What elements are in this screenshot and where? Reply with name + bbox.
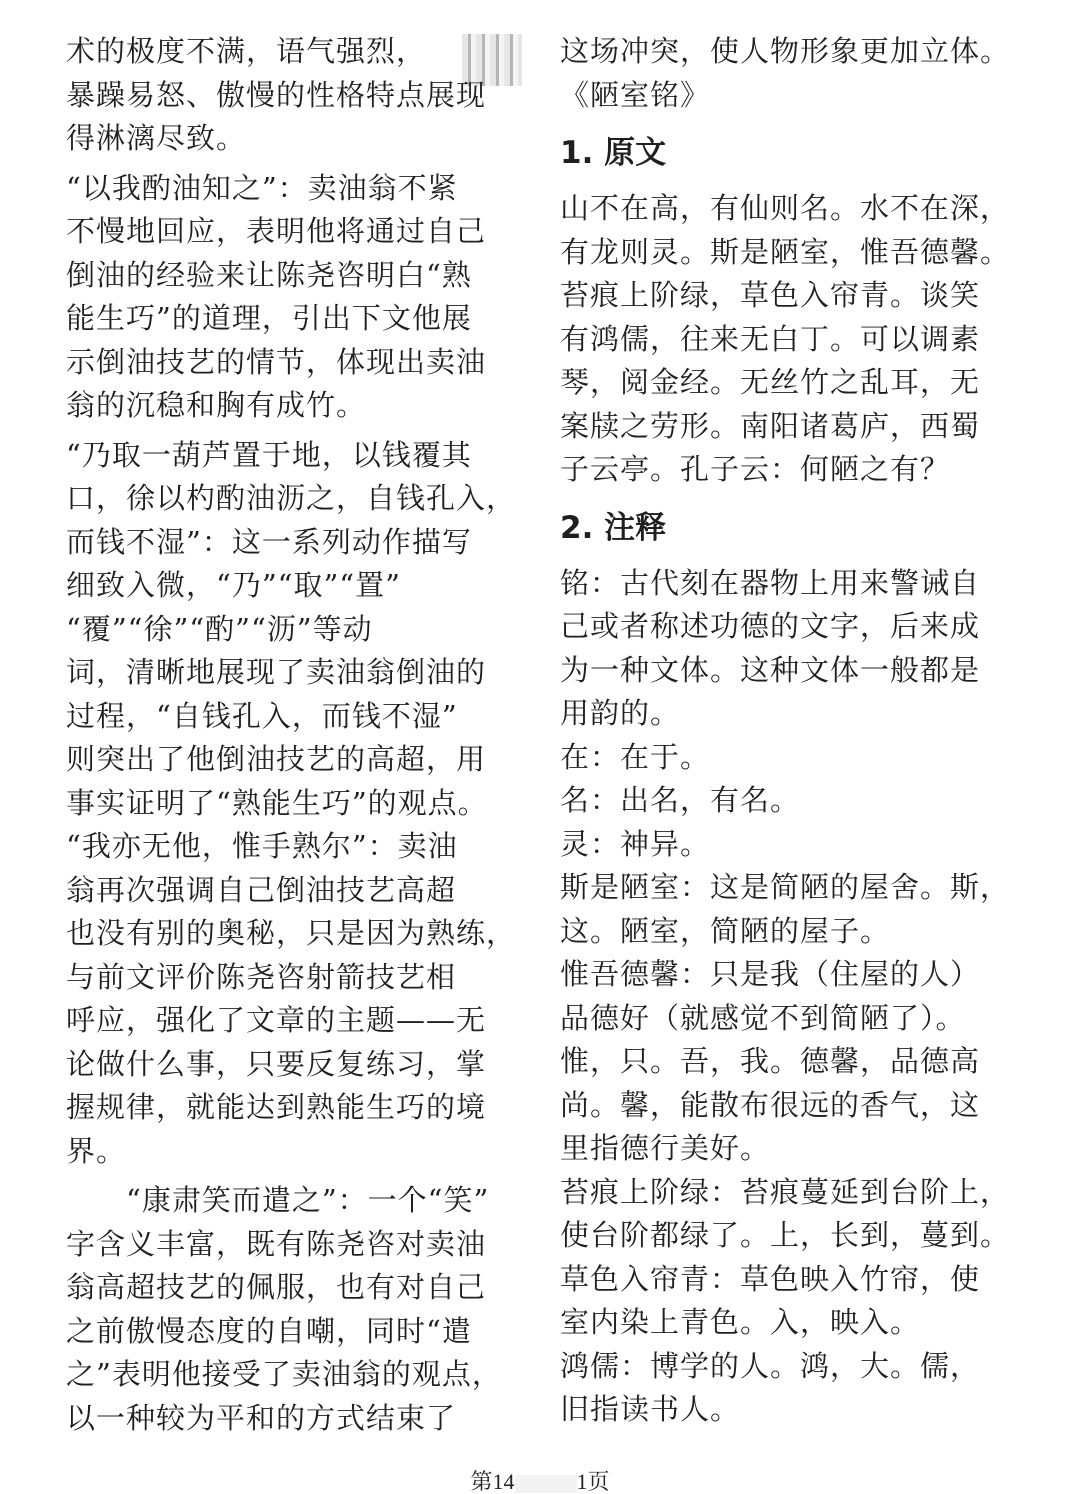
text-line: 有龙则灵。斯是陋室，惟吾德馨。 — [560, 234, 1011, 269]
text-line: 而钱不湿”：这一系列动作描写 — [66, 524, 472, 559]
text-line: 论做什么事，只要反复练习，掌 — [66, 1046, 487, 1081]
text-line: 苔痕上阶绿：苔痕蔓延到台阶上， — [560, 1174, 1011, 1209]
text-line: 琴，阅金经。无丝竹之乱耳，无 — [560, 365, 981, 399]
text-line: 口，徐以杓酌油沥之，自钱孔入， — [66, 481, 517, 515]
text-line: “乃取一葫芦置于地，以钱覆其 — [66, 437, 472, 472]
text-line: 能生巧”的道理，引出下文他展 — [66, 301, 472, 335]
text-line: 用韵的。 — [560, 696, 681, 730]
text-line: 旧指读书人。 — [560, 1392, 741, 1426]
text-line: 惟，只。吾，我。德馨，品德高 — [560, 1044, 981, 1078]
text-line: 界。 — [66, 1133, 127, 1168]
text-line: 词，清晰地展现了卖油翁倒油的 — [66, 655, 487, 689]
text-line: 事实证明了“熟能生巧”的观点。 — [66, 785, 488, 820]
left-column — [66, 30, 536, 1440]
text-line: 之”表明他接受了卖油翁的观点， — [66, 1357, 502, 1391]
notes-text — [560, 562, 1040, 1432]
text-line: 铭：古代刻在器物上用来警诫自 — [560, 565, 981, 600]
text-line: 为一种文体。这种文体一般都是 — [560, 652, 981, 687]
text-line: “覆”“徐”“酌”“沥”等动 — [66, 611, 373, 646]
text-line: 在：在于。 — [560, 739, 711, 774]
text-line: 以一种较为平和的方式结束了 — [66, 1400, 457, 1435]
right-column — [560, 30, 1040, 1432]
text-line: 己或者称述功德的文字，后来成 — [560, 609, 981, 643]
text-line: 名：出名，有名。 — [560, 783, 801, 817]
text-line: 不慢地回应，表明他将通过自己 — [66, 214, 487, 248]
text-line: 山不在高，有仙则名。水不在深， — [560, 191, 1011, 225]
poem-title: 《陋室铭》 — [560, 77, 711, 112]
text-line: 呼应，强化了文章的主题——无 — [66, 1003, 487, 1037]
text-line: 尚。馨，能散布很远的香气，这 — [560, 1087, 981, 1122]
text-line: 鸿儒：博学的人。鸿，大。儒， — [560, 1348, 981, 1383]
text-line: 之前傲慢态度的自嘲，同时“遣 — [66, 1313, 472, 1348]
text-line: 过程，“自钱孔入，而钱不湿” — [66, 698, 458, 733]
text-line: 这场冲突，使人物形象更加立体。 — [560, 34, 1011, 68]
text-line: 有鸿儒，往来无白丁。可以调素 — [560, 321, 981, 356]
original-text — [560, 187, 1040, 492]
page-number-prefix: 第14 — [470, 1469, 515, 1494]
text-line: “我亦无他，惟手熟尔”：卖油 — [66, 829, 458, 863]
text-line: “以我酌油知之”：卖油翁不紧 — [66, 170, 458, 205]
text-line: 示倒油技艺的情节，体现出卖油 — [66, 344, 487, 379]
page-number-suffix: 1页 — [576, 1469, 610, 1494]
text-line: 这。陋室，简陋的屋子。 — [560, 913, 891, 948]
text-line: “康肃笑而遣之”：一个“笑” — [66, 1183, 490, 1217]
redacted-page-count — [515, 1475, 577, 1493]
section-heading-original: 1. 原文 — [560, 135, 667, 171]
text-line: 暴躁易怒、傲慢的性格特点展现 — [66, 77, 487, 112]
text-line: 翁的沉稳和胸有成竹。 — [66, 388, 367, 422]
text-line: 倒油的经验来让陈尧咨明白“熟 — [66, 257, 472, 292]
text-line: 与前文评价陈尧咨射箭技艺相 — [66, 959, 457, 994]
text-line: 灵：神异。 — [560, 826, 711, 861]
text-line: 惟吾德馨：只是我（住屋的人） — [560, 957, 981, 991]
text-line: 则突出了他倒油技艺的高超，用 — [66, 742, 487, 776]
text-line: 细致入微，“乃”“取”“置” — [66, 568, 401, 602]
text-line: 苔痕上阶绿，草色入帘青。谈笑 — [560, 278, 981, 312]
text-line: 案牍之劳形。南阳诸葛庐，西蜀 — [560, 408, 981, 443]
text-line: 里指德行美好。 — [560, 1131, 771, 1165]
text-line: 使台阶都绿了。上，长到，蔓到。 — [560, 1218, 1011, 1252]
text-line: 字含义丰富，既有陈尧咨对卖油 — [66, 1226, 487, 1261]
text-line: 握规律，就能达到熟能生巧的境 — [66, 1090, 487, 1124]
left-text — [66, 30, 536, 1440]
page-number — [0, 1470, 1080, 1494]
text-line: 术的极度不满，语气强烈， — [66, 34, 427, 68]
text-line: 翁高超技艺的佩服，也有对自己 — [66, 1270, 487, 1304]
text-line: 品德好（就感觉不到简陋了）。 — [560, 1000, 966, 1035]
text-line: 子云亭。孔子云：何陋之有？ — [560, 452, 951, 486]
text-line: 得淋漓尽致。 — [66, 121, 247, 155]
text-line: 翁再次强调自己倒油技艺高超 — [66, 872, 457, 907]
section-heading-notes: 2. 注释 — [560, 509, 667, 546]
text-line: 草色入帘青：草色映入竹帘，使 — [560, 1261, 981, 1296]
text-line: 室内染上青色。入，映入。 — [560, 1305, 921, 1339]
text-line: 也没有别的奥秘，只是因为熟练， — [66, 916, 517, 950]
text-line: 斯是陋室：这是简陋的屋舍。斯， — [560, 870, 1011, 904]
